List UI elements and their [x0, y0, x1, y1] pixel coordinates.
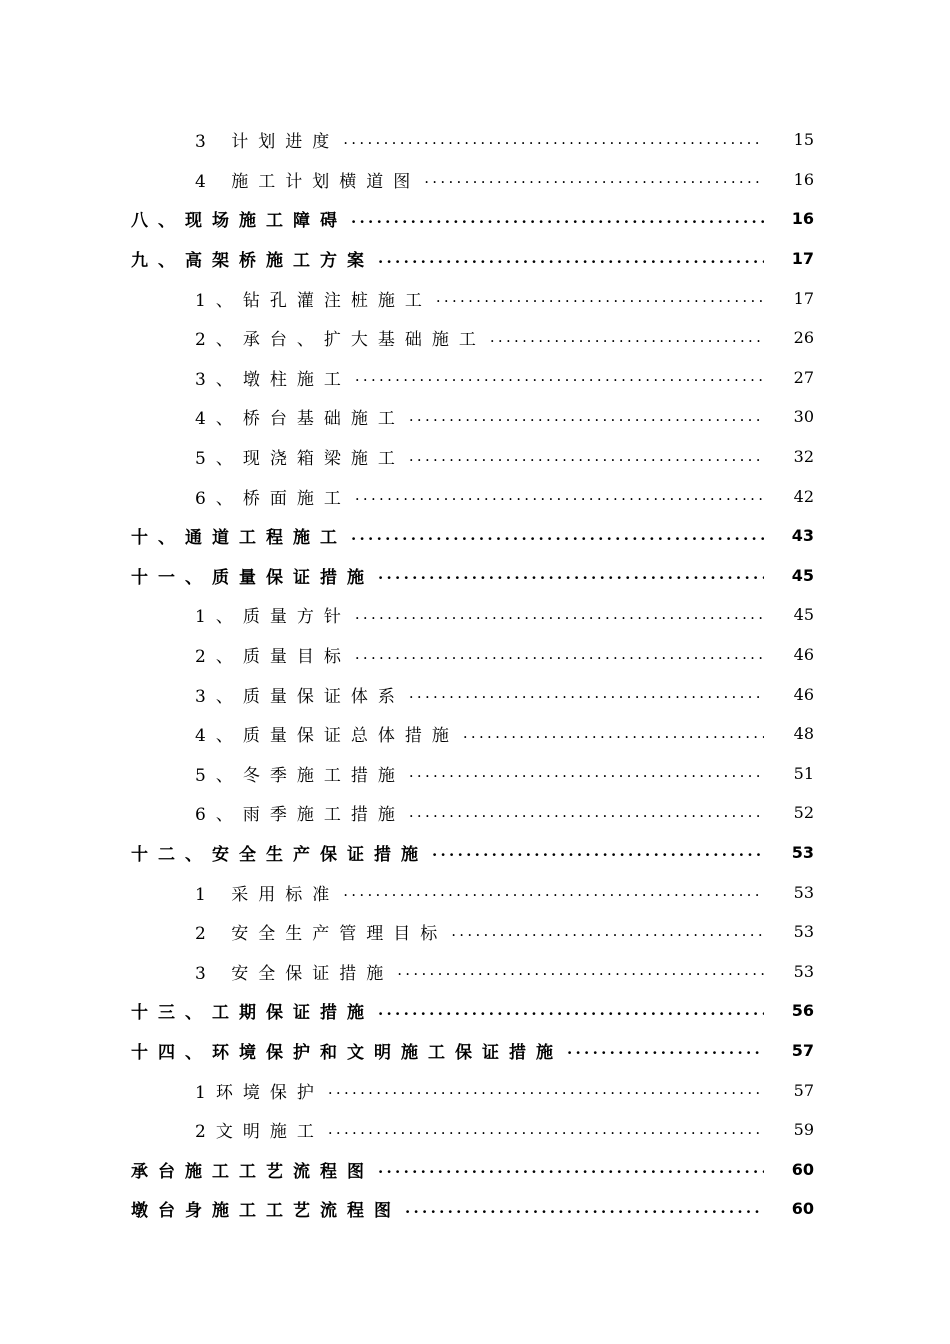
- toc-entry-label: 承台施工工艺流程图: [131, 1161, 374, 1182]
- toc-entry-label: 5、冬季施工措施: [195, 765, 405, 786]
- table-of-contents: [0, 120, 950, 1229]
- toc-entry-label: 2文明施工: [195, 1122, 324, 1143]
- toc-entry[interactable]: [0, 437, 950, 477]
- toc-entry-label: 八、现场施工障碍: [131, 211, 347, 232]
- toc-entry[interactable]: [0, 318, 950, 358]
- toc-entry[interactable]: [0, 1031, 950, 1071]
- toc-entry-page: 60: [791, 1199, 814, 1219]
- toc-entry[interactable]: [0, 872, 950, 912]
- toc-entry-page: 57: [793, 1080, 814, 1100]
- toc-entry-page: 42: [793, 486, 814, 506]
- toc-entry-label: 2、质量目标: [195, 647, 351, 668]
- toc-entry-page: 53: [791, 842, 814, 862]
- toc-entry[interactable]: [0, 120, 950, 160]
- toc-dot-leader: [409, 407, 764, 427]
- toc-dot-leader: [409, 763, 764, 783]
- toc-entry-page: 32: [793, 447, 814, 467]
- toc-entry-label: 4、桥台基础施工: [195, 409, 405, 430]
- toc-entry[interactable]: [0, 556, 950, 596]
- toc-dot-leader: [405, 1199, 764, 1219]
- toc-entry[interactable]: [0, 1070, 950, 1110]
- toc-dot-leader: [343, 130, 764, 150]
- toc-entry[interactable]: [0, 476, 950, 516]
- toc-entry-label: 1环境保护: [195, 1082, 324, 1103]
- toc-dot-leader: [567, 1040, 764, 1060]
- toc-dot-leader: [355, 605, 764, 625]
- toc-entry-page: 53: [793, 882, 814, 902]
- toc-entry-page: 52: [793, 803, 814, 823]
- toc-dot-leader: [343, 882, 764, 902]
- toc-entry-page: 56: [791, 1001, 814, 1021]
- toc-entry-label: 3、墩柱施工: [195, 369, 351, 390]
- toc-dot-leader: [378, 1159, 764, 1179]
- toc-entry[interactable]: [0, 714, 950, 754]
- toc-entry[interactable]: [0, 278, 950, 318]
- toc-dot-leader: [328, 1120, 764, 1140]
- toc-entry-page: 46: [793, 684, 814, 704]
- toc-entry[interactable]: [0, 635, 950, 675]
- toc-entry-label: 墩台身施工工艺流程图: [131, 1201, 401, 1222]
- toc-entry-page: 60: [791, 1159, 814, 1179]
- toc-entry-label: 6、雨季施工措施: [195, 805, 405, 826]
- toc-entry-label: 4、质量保证总体措施: [195, 726, 459, 747]
- toc-dot-leader: [355, 486, 764, 506]
- toc-dot-leader: [378, 249, 764, 269]
- toc-entry-page: 30: [793, 407, 814, 427]
- toc-entry-label: 3 计划进度: [195, 132, 340, 153]
- toc-dot-leader: [351, 526, 764, 546]
- toc-entry-page: 27: [793, 367, 814, 387]
- toc-dot-leader: [378, 1001, 764, 1021]
- toc-entry-label: 1 采用标准: [195, 884, 340, 905]
- toc-dot-leader: [436, 288, 764, 308]
- toc-entry-page: 53: [793, 961, 814, 981]
- toc-entry-page: 48: [793, 724, 814, 744]
- toc-dot-leader: [432, 842, 764, 862]
- toc-entry-page: 16: [793, 169, 814, 189]
- toc-entry-label: 十四、环境保护和文明施工保证措施: [131, 1042, 563, 1063]
- toc-entry-page: 26: [793, 328, 814, 348]
- toc-entry[interactable]: [0, 358, 950, 398]
- toc-entry-label: 3 安全保证措施: [195, 963, 394, 984]
- toc-entry-label: 6、桥面施工: [195, 488, 351, 509]
- toc-entry-label: 1、质量方针: [195, 607, 351, 628]
- toc-dot-leader: [409, 684, 764, 704]
- toc-entry-label: 十二、安全生产保证措施: [131, 844, 428, 865]
- toc-entry-label: 1、钻孔灌注桩施工: [195, 290, 432, 311]
- toc-entry-label: 3、质量保证体系: [195, 686, 405, 707]
- toc-entry[interactable]: [0, 199, 950, 239]
- toc-entry[interactable]: [0, 912, 950, 952]
- toc-entry[interactable]: [0, 991, 950, 1031]
- toc-entry-page: 59: [793, 1120, 814, 1140]
- toc-dot-leader: [424, 169, 764, 189]
- toc-entry-page: 45: [791, 565, 814, 585]
- toc-dot-leader: [451, 922, 764, 942]
- toc-entry[interactable]: [0, 674, 950, 714]
- toc-entry[interactable]: [0, 595, 950, 635]
- toc-entry-page: 53: [793, 922, 814, 942]
- toc-entry-label: 十一、质量保证措施: [131, 567, 374, 588]
- toc-entry-label: 2 安全生产管理目标: [195, 924, 448, 945]
- toc-entry-label: 九、高架桥施工方案: [131, 251, 374, 272]
- toc-entry-label: 4 施工计划横道图: [195, 171, 421, 192]
- toc-entry-page: 15: [793, 130, 814, 150]
- toc-dot-leader: [378, 565, 764, 585]
- toc-entry[interactable]: [0, 516, 950, 556]
- toc-entry[interactable]: [0, 754, 950, 794]
- toc-entry-label: 十三、工期保证措施: [131, 1003, 374, 1024]
- toc-entry[interactable]: [0, 951, 950, 991]
- toc-dot-leader: [397, 961, 764, 981]
- toc-dot-leader: [409, 803, 764, 823]
- toc-dot-leader: [351, 209, 764, 229]
- toc-entry[interactable]: [0, 793, 950, 833]
- toc-entry-page: 46: [793, 645, 814, 665]
- toc-entry-label: 十、通道工程施工: [131, 528, 347, 549]
- toc-dot-leader: [490, 328, 764, 348]
- toc-entry-label: 2、承台、扩大基础施工: [195, 330, 486, 351]
- toc-entry-page: 17: [791, 249, 814, 269]
- toc-entry-label: 5、现浇箱梁施工: [195, 449, 405, 470]
- toc-dot-leader: [355, 645, 764, 665]
- toc-entry-page: 16: [791, 209, 814, 229]
- toc-entry-page: 17: [793, 288, 814, 308]
- toc-dot-leader: [355, 367, 764, 387]
- toc-entry-page: 57: [791, 1040, 814, 1060]
- toc-entry-page: 51: [793, 763, 814, 783]
- toc-entry[interactable]: [0, 160, 950, 200]
- toc-entry[interactable]: [0, 1110, 950, 1150]
- toc-dot-leader: [463, 724, 764, 744]
- toc-entry[interactable]: [0, 397, 950, 437]
- toc-entry[interactable]: [0, 239, 950, 279]
- toc-entry-page: 43: [791, 526, 814, 546]
- toc-entry[interactable]: [0, 1189, 950, 1229]
- toc-entry-page: 45: [793, 605, 814, 625]
- toc-entry[interactable]: [0, 1149, 950, 1189]
- toc-dot-leader: [328, 1080, 764, 1100]
- toc-entry[interactable]: [0, 833, 950, 873]
- toc-dot-leader: [409, 447, 764, 467]
